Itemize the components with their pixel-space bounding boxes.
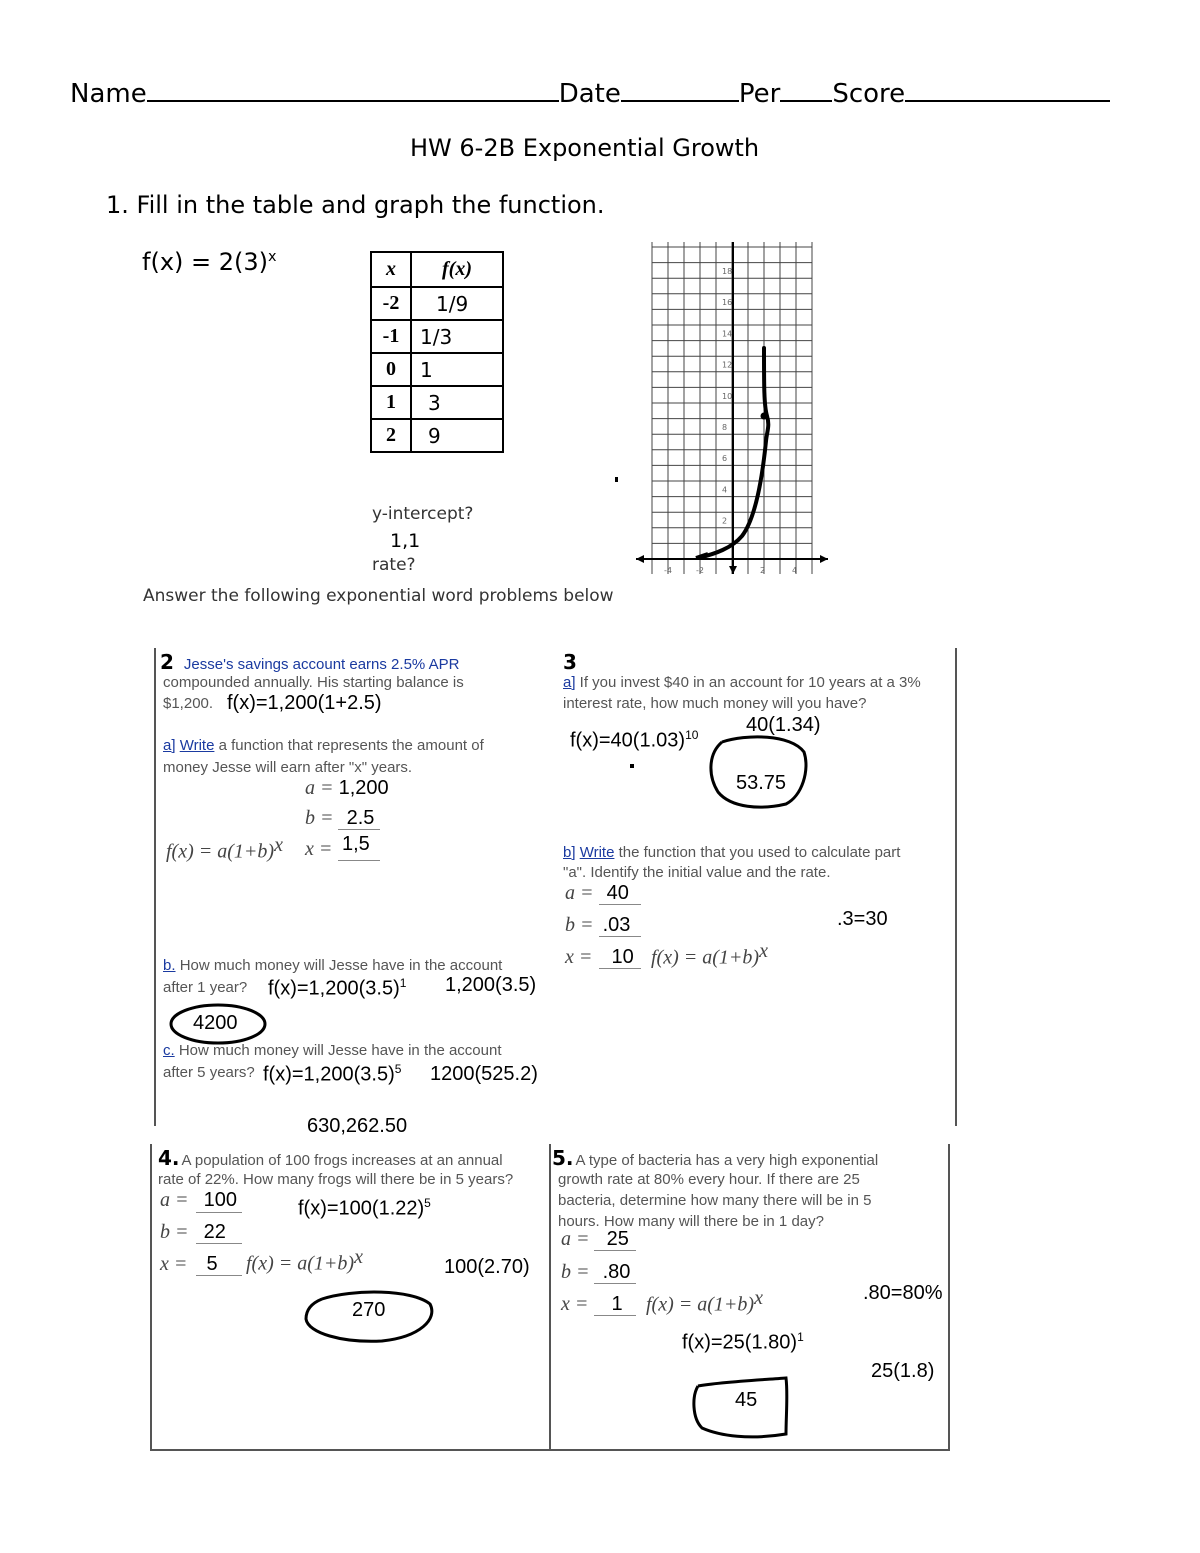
- p5-x-eq: x =: [561, 1293, 589, 1315]
- p4-formula-exp: x: [354, 1246, 363, 1268]
- p2-b-eq: b =: [305, 807, 334, 829]
- instructions: Answer the following exponential word problems below: [143, 586, 614, 606]
- table-cell-x: 1: [371, 386, 411, 419]
- p3-answer-function-exp: 10: [685, 728, 699, 742]
- p5-a-value: 25: [606, 1228, 629, 1250]
- p3-b-eq: b =: [565, 914, 594, 936]
- name-label: Name: [70, 79, 147, 109]
- rate-label: rate?: [372, 555, 416, 575]
- p4-answer-function-exp: 5: [424, 1196, 431, 1210]
- problem-2b-text-1: How much money will Jesse have in the account: [179, 957, 503, 974]
- p2-a-value: 1,200: [338, 777, 389, 799]
- table-header-x: x: [371, 252, 411, 287]
- p3-answer-function: f(x)=40(1.03): [570, 729, 686, 752]
- date-label: Date: [558, 79, 621, 109]
- graph-y-tick-label: 6: [722, 454, 728, 464]
- graph-y-tick-label: 4: [722, 485, 728, 495]
- problem-3b-text-1: the function that you used to calculate part: [614, 844, 901, 861]
- table-header-fx: f(x): [411, 252, 503, 287]
- question-1-prompt: 1. Fill in the table and graph the function.: [106, 191, 605, 219]
- table-cell-x: 2: [371, 419, 411, 452]
- p3-formula: f(x) = a(1+b): [651, 946, 760, 969]
- score-blank: [905, 76, 1110, 102]
- problem-2c-text-2: after 5 years?: [163, 1064, 255, 1081]
- score-label: Score: [832, 79, 906, 109]
- problem-2-text-3: $1,200.: [163, 695, 214, 712]
- problem-3a-label: a]: [563, 674, 576, 691]
- problem-2a-link: Write: [179, 737, 215, 754]
- p3-dot: [630, 764, 634, 768]
- table-row: [371, 386, 503, 419]
- problem-3b-label: b]: [563, 844, 576, 861]
- graph-y-tick-label: 18: [722, 267, 733, 276]
- graph-x-tick-label: 2: [760, 566, 766, 575]
- graph-y-tick-label: 8: [722, 423, 728, 432]
- problem-4-text-2: rate of 22%. How many frogs will there be in 5 years?: [158, 1171, 514, 1188]
- table-cell-fx: 3: [411, 386, 503, 419]
- problem-3b-text-2: "a". Identify the initial value and the rate.: [563, 864, 831, 881]
- problem-2b-label: b.: [163, 957, 176, 974]
- p5-formula: f(x) = a(1+b): [646, 1293, 755, 1316]
- p4-work: 100(2.70): [444, 1256, 530, 1278]
- per-blank: [780, 76, 832, 102]
- problem-2a-text-1: a function that represents the amount of: [214, 737, 484, 754]
- p3-x-eq: x =: [565, 946, 593, 968]
- p2-b-value: 2.5: [346, 807, 375, 829]
- p4-a-eq: a =: [160, 1189, 189, 1211]
- p3-note: .3=30: [837, 908, 888, 930]
- problem-2-number: 2: [160, 650, 174, 674]
- table-header-row: [371, 252, 503, 287]
- problem-2a-label: a]: [163, 737, 176, 754]
- y-intercept-label: y-intercept?: [372, 504, 474, 524]
- p5-work: 25(1.8): [871, 1360, 935, 1382]
- table-row: [371, 320, 503, 353]
- problem-4-text-1: A population of 100 frogs increases at an annual: [181, 1152, 503, 1169]
- problem-2a-text-2: money Jesse will earn after "x" years.: [163, 759, 413, 776]
- graph-x-tick-label: 4: [792, 566, 798, 575]
- q1-function-base: f(x) = 2(3): [142, 248, 269, 276]
- p2-x-value: 1,5: [342, 833, 370, 855]
- p4-circled-answer: 270: [352, 1299, 386, 1321]
- box-right-top: [955, 648, 957, 1126]
- table-cell-fx: 1/9: [411, 287, 503, 320]
- p4-a-value: 100: [203, 1189, 237, 1211]
- problem-2c-label: c.: [163, 1042, 175, 1059]
- p3-formula-exp: x: [759, 940, 768, 962]
- p2-b-circled-answer: 4200: [193, 1012, 238, 1034]
- problem-5-text-4: hours. How many will there be in 1 day?: [558, 1213, 824, 1230]
- p2-c-answer-exp: 5: [394, 1062, 402, 1076]
- p5-note: .80=80%: [863, 1282, 943, 1304]
- graph-x-tick-label: -2: [696, 566, 704, 575]
- problem-3a-text-2: interest rate, how much money will you have?: [563, 695, 867, 712]
- p5-x-value: 1: [611, 1293, 623, 1315]
- problem-2-text-2: compounded annually. His starting balance is: [163, 674, 464, 691]
- graph-y-tick-label: 2: [722, 516, 728, 526]
- p4-x-eq: x =: [160, 1253, 188, 1275]
- table-row: [371, 287, 503, 320]
- table-cell-x: 0: [371, 353, 411, 386]
- p2-c-final: 630,262.50: [307, 1115, 408, 1137]
- table-cell-fx: 1/3: [411, 320, 503, 353]
- stray-mark: [615, 477, 618, 482]
- table-cell-x: -2: [371, 287, 411, 320]
- values-table: [370, 251, 504, 453]
- problem-5-text-2: growth rate at 80% every hour. If there are 25: [558, 1171, 860, 1188]
- p5-circled-answer: 45: [735, 1389, 758, 1411]
- problem-5-text-3: bacteria, determine how many there will be in 5: [558, 1192, 872, 1209]
- p2-b-answer: f(x)=1,200(3.5): [268, 977, 400, 1000]
- p2-c-answer: f(x)=1,200(3.5): [263, 1063, 395, 1086]
- box-middle: [549, 1144, 551, 1450]
- p2-formula-exp: x: [274, 834, 283, 856]
- p2-formula: f(x) = a(1+b): [166, 840, 275, 863]
- per-label: Per: [738, 79, 781, 109]
- p4-b-value: 22: [203, 1221, 226, 1243]
- graph-x-tick-label: -4: [664, 566, 672, 575]
- p3-x-value: 10: [611, 946, 634, 968]
- p3-b-value: .03: [602, 914, 631, 936]
- box-right-bottom: [948, 1144, 950, 1450]
- table-cell-fx: 9: [411, 419, 503, 452]
- p2-b-answer-exp: 1: [399, 976, 407, 990]
- p3-a-eq: a =: [565, 882, 594, 904]
- q1-function-exp: x: [268, 249, 277, 265]
- p3-circled-answer: 53.75: [736, 772, 787, 794]
- p4-answer-function: f(x)=100(1.22): [298, 1197, 425, 1220]
- p2-x-eq: x =: [305, 838, 333, 860]
- graph-y-tick-label: 10: [722, 391, 733, 401]
- problem-2b-text-2: after 1 year?: [163, 979, 248, 996]
- y-intercept-answer: 1,1: [390, 530, 421, 552]
- p5-a-eq: a =: [561, 1228, 590, 1250]
- problem-3a-text-1: If you invest $40 in an account for 10 years at a 3%: [575, 674, 921, 691]
- problem-5-text-1: A type of bacteria has a very high exponential: [575, 1152, 879, 1169]
- p3-a-value: 40: [606, 882, 629, 904]
- p4-formula: f(x) = a(1+b): [246, 1252, 355, 1275]
- problem-2c-text-1: How much money will Jesse have in the account: [178, 1042, 502, 1059]
- p4-x-value: 5: [206, 1253, 218, 1275]
- p4-b-eq: b =: [160, 1221, 189, 1243]
- name-blank: [147, 76, 559, 102]
- graph-y-tick-label: 16: [722, 298, 733, 308]
- table-row: [371, 353, 503, 386]
- problem-4-number: 4.: [158, 1146, 180, 1170]
- coordinate-graph: [630, 236, 840, 581]
- graph-axes: [636, 242, 828, 574]
- p2-a-eq: a =: [305, 777, 334, 799]
- table-cell-x: -1: [371, 320, 411, 353]
- p5-b-value: .80: [602, 1261, 631, 1283]
- p3-work: 40(1.34): [746, 714, 821, 736]
- p5-formula-exp: x: [754, 1287, 763, 1309]
- p2-b-work: 1,200(3.5): [445, 974, 537, 996]
- problem-2-answer-function: f(x)=1,200(1+2.5): [227, 692, 382, 714]
- box-bottom-line: [150, 1449, 950, 1451]
- problem-3b-link: Write: [579, 844, 615, 861]
- problem-2-text-1: Jesse's savings account earns 2.5% APR: [183, 656, 460, 673]
- table-row: [371, 419, 503, 452]
- graph-y-tick-label: 14: [722, 329, 733, 339]
- p5-answer-function: f(x)=25(1.80): [682, 1331, 798, 1354]
- problem-3-number: 3: [563, 650, 577, 674]
- table-cell-fx: 1: [411, 353, 503, 386]
- p5-answer-function-exp: 1: [797, 1330, 804, 1344]
- problem-5-number: 5.: [552, 1146, 574, 1170]
- p2-c-work: 1200(525.2): [430, 1063, 538, 1085]
- p5-b-eq: b =: [561, 1261, 590, 1283]
- graph-y-tick-label: 12: [722, 360, 733, 370]
- header-line: [70, 76, 1110, 109]
- date-blank: [621, 76, 739, 102]
- box-left-bottom: [150, 1144, 152, 1450]
- box-left-top: [154, 648, 156, 1126]
- q1-function: [142, 248, 277, 276]
- page-title: HW 6-2B Exponential Growth: [410, 134, 760, 162]
